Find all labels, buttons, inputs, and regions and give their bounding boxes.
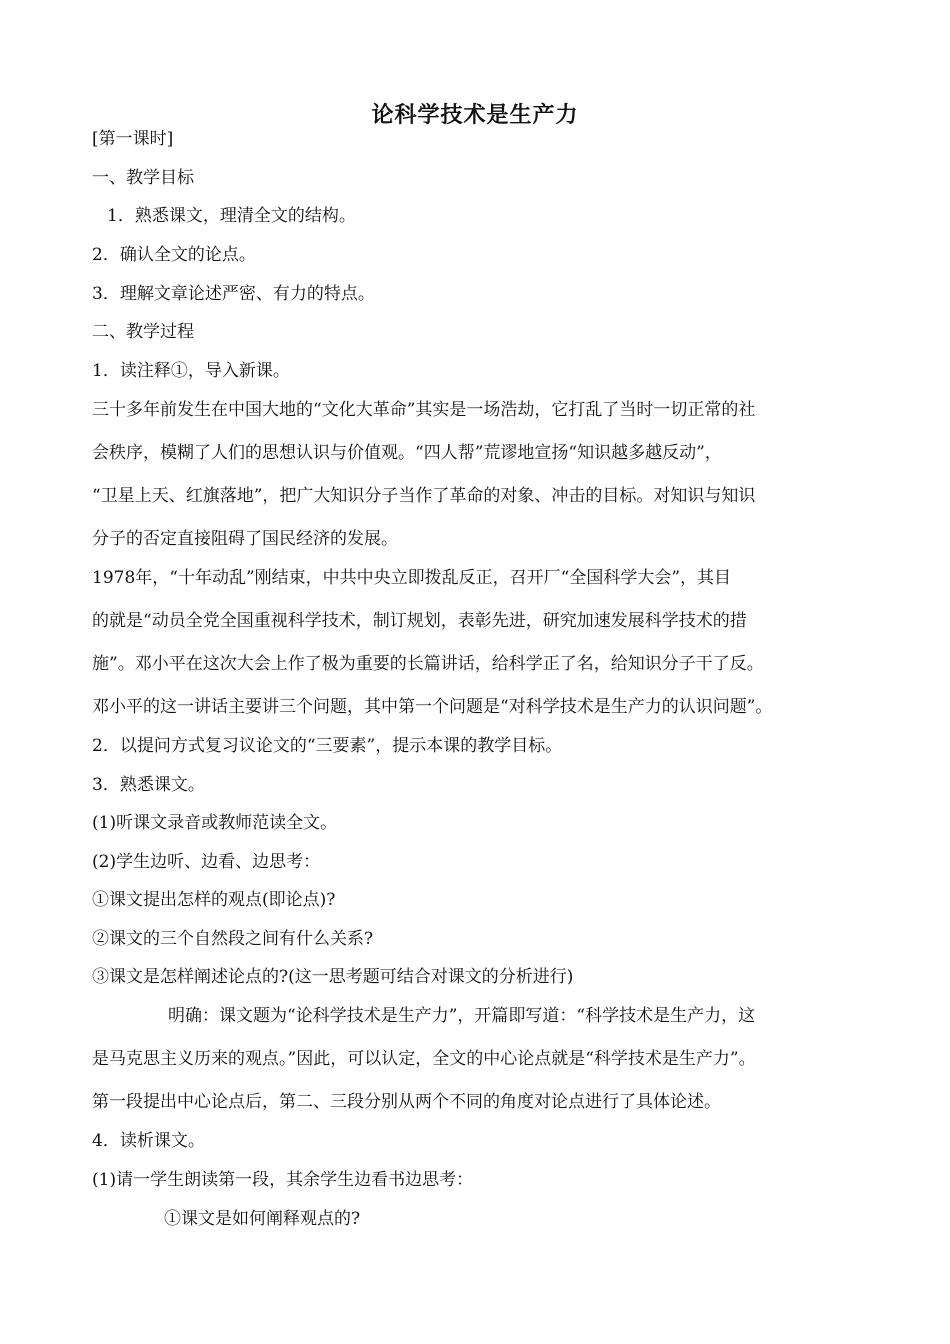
text-line: ②课文的三个自然段之间有什么关系? [92,929,374,949]
text-line: (2)学生边听、边看、边思考： [92,852,321,872]
text-line: 会秩序，模糊了人们的思想认识与价值观。“四人帮”荒谬地宣扬“知识越多越反动”， [92,443,722,463]
text-line: 4．读析课文。 [92,1131,205,1151]
text-line: “卫星上天、红旗落地”，把广大知识分子当作了革命的对象、冲击的目标。对知识与知识 [92,486,756,506]
text-line: 明确：课文题为“论科学技术是生产力”，开篇即写道：“科学技术是生产力，这 [168,1006,756,1026]
text-line: 1．熟悉课文，理清全文的结构。 [107,206,356,226]
text-line: 一、教学目标 [92,168,194,188]
text-line: ③课文是怎样阐述论点的?(这一思考题可结合对课文的分析进行) [92,967,574,987]
text-line: 1978年，“十年动乱”刚结束，中共中央立即拨乱反正，召开厂“全国科学大会”，其目 [92,568,732,588]
text-line: 1．读注释①，导入新课。 [92,361,290,381]
document-title: 论科学技术是生产力 [371,102,579,128]
text-line: 是马克思主义历来的观点。”因此，可以认定，全文的中心论点就是“科学技术是生产力”。 [92,1049,756,1069]
text-line: 第一段提出中心论点后，第二、三段分别从两个不同的角度对论点进行了具体论述。 [92,1092,721,1112]
text-line: 分子的否定直接阻碍了国民经济的发展。 [92,529,398,549]
text-line: 2．确认全文的论点。 [92,245,256,265]
text-line: 邓小平的这一讲话主要讲三个问题，其中第一个问题是“对科学技术是生产力的认识问题”。 [92,697,773,717]
text-line: 施”。邓小平在这次大会上作了极为重要的长篇讲话，给科学正了名，给知识分子干了反。 [92,654,764,674]
text-line: 三十多年前发生在中国大地的“文化大革命”其实是一场浩劫，它打乱了当时一切正常的社 [92,400,756,420]
text-line: [第一课时] [92,129,174,149]
text-line: (1)听课文录音或教师范读全文。 [92,813,338,833]
text-line: 3．理解文章论述严密、有力的特点。 [92,284,375,304]
text-line: 的就是“动员全党全国重视科学技术，制订规划，表彰先进，研究加速发展科学技术的措 [92,611,747,631]
text-line: ①课文提出怎样的观点(即论点)? [92,890,336,910]
text-line: (1)请一学生朗读第一段，其余学生边看书边思考： [92,1170,474,1190]
text-line: ①课文是如何阐释观点的? [164,1209,361,1229]
text-line: 3．熟悉课文。 [92,775,205,795]
text-line: 2．以提问方式复习议论文的“三要素”，提示本课的教学目标。 [92,736,563,756]
text-line: 二、教学过程 [92,322,194,342]
